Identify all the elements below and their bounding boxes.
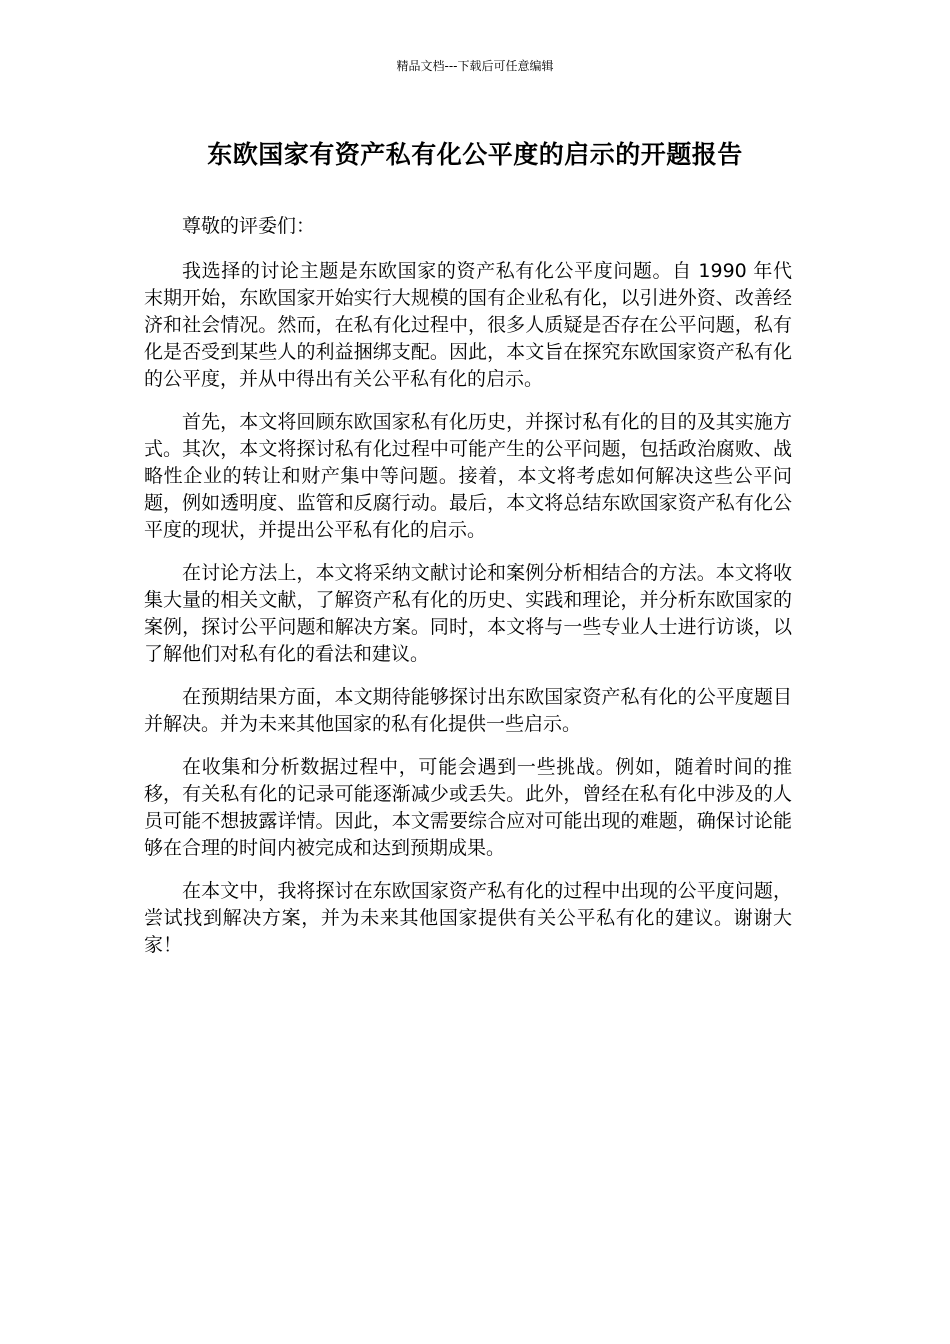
header-note: 精品文档---下载后可任意编辑 (396, 59, 554, 73)
salutation: 尊敬的评委们： (182, 215, 316, 237)
paragraph-method: 在讨论方法上，本文将采纳文献讨论和案例分析相结合的方法。本文将收集大量的相关文献，了解资产私有化的历史、实践和理论，并分析东欧国家的案例，探讨公平问题和解决方案。同时，本文将与一些专业人士进行访谈，以了解他们对私有化的看法和建议。 (144, 562, 792, 665)
document-body (144, 213, 792, 975)
paragraph-expected-results: 在预期结果方面，本文期待能够探讨出东欧国家资产私有化的公平度题目并解决。并为未来其他国家的私有化提供一些启示。 (144, 686, 792, 735)
document-title: 东欧国家有资产私有化公平度的启示的开题报告 (207, 140, 743, 169)
paragraph-conclusion: 在本文中，我将探讨在东欧国家资产私有化的过程中出现的公平度问题，尝试找到解决方案，并为未来其他国家提供有关公平私有化的建议。谢谢大家！ (144, 880, 792, 956)
paragraph-challenges: 在收集和分析数据过程中，可能会遇到一些挑战。例如，随着时间的推移，有关私有化的记录可能逐渐减少或丢失。此外，曾经在私有化中涉及的人员可能不想披露详情。因此，本文需要综合应对可能出现的难题，确保讨论能够在合理的时间内被完成和达到预期成果。 (144, 756, 792, 859)
paragraph-topic: 我选择的讨论主题是东欧国家的资产私有化公平度问题。自 1990 年代末期开始，东欧国家开始实行大规模的国有企业私有化，以引进外资、改善经济和社会情况。然而，在私有化过程中，很多人质疑是否存在公平问题，私有化是否受到某些人的利益捆绑支配。因此，本文旨在探究东欧国家资产私有化的公平度，并从中得出有关公平私有化的启示。 (144, 260, 792, 390)
paragraph-outline: 首先，本文将回顾东欧国家私有化历史，并探讨私有化的目的及其实施方式。其次，本文将探讨私有化过程中可能产生的公平问题，包括政治腐败、战略性企业的转让和财产集中等问题。接着，本文将考虑如何解决这些公平问题，例如透明度、监管和反腐行动。最后，本文将总结东欧国家资产私有化公平度的现状，并提出公平私有化的启示。 (144, 411, 792, 541)
